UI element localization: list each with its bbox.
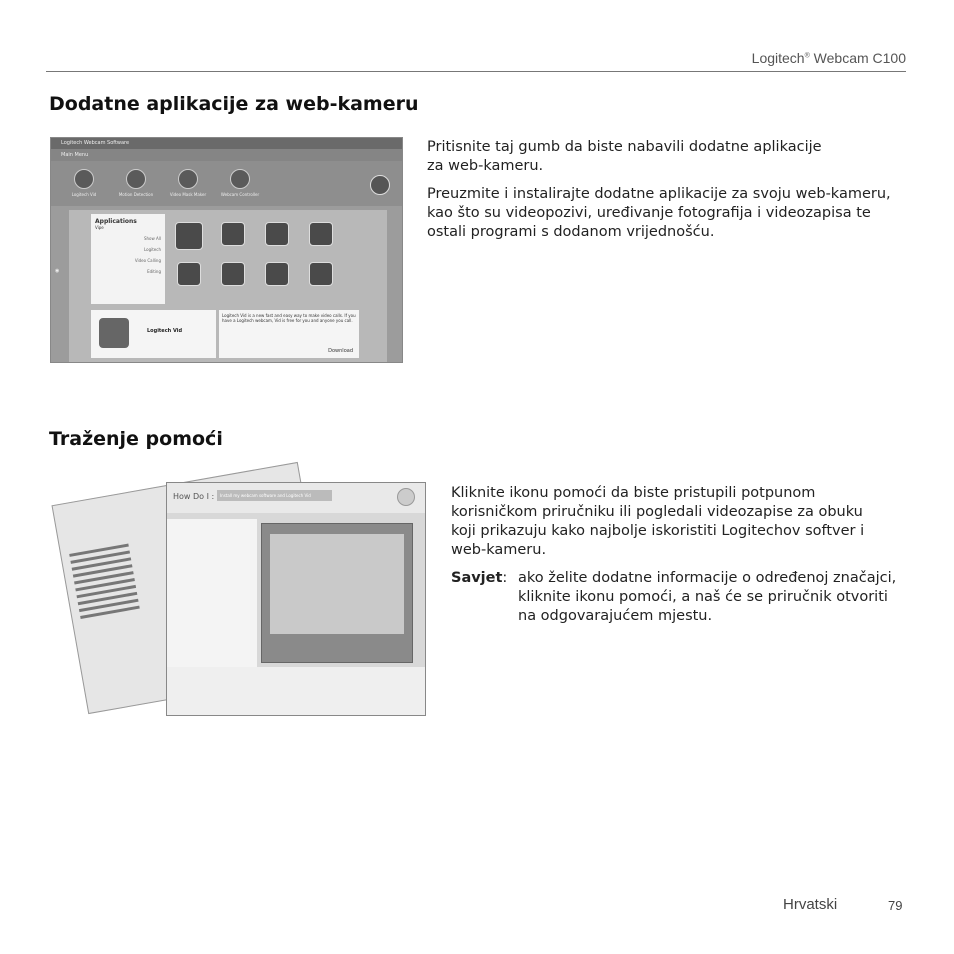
tool-item: Webcam Controller [215,169,265,197]
vid-icon [74,169,94,189]
section2-text [451,484,911,626]
tip-text: ako želite dodatne informacije o određenoj značajci, kliknite ikonu pomoći, a naš će se priručnik otvoriti na odgovarajućem mjestu. [518,570,897,624]
page-number: 79 [888,898,903,913]
controller-icon [230,169,250,189]
app-effects-icon [221,262,245,286]
tutorial-video [261,523,413,663]
help-screenshot [58,460,424,726]
app-description: Logitech Vid is a new fast and easy way to make video calls. If you have a Logitech webcam, Vid is free for you and anyone you call. Download [219,310,359,358]
mask-icon [178,169,198,189]
apps-panel [69,210,387,363]
tip-block [451,569,911,626]
app-photo-icon [221,222,245,246]
header-rule [46,71,906,72]
tool-item: Video Mask Maker [163,169,213,197]
brand-name: Logitech [751,50,805,66]
help-window [166,482,426,716]
apps-menu: Applications Vipe Show All Logitech Video Calling Editing [91,214,165,304]
main-menu-bar [51,149,402,161]
help-caption [167,667,425,715]
app-mask-icon [309,222,333,246]
app-video-icon [265,222,289,246]
help-para: Kliknite ikonu pomoći da biste pristupili potpunom korisničkom priručniku ili pogledali videozapise za obuku koji prikazuju kako najbolje iskoristiti Logitechov softver i web-kameru. [451,485,865,558]
main-menu-label: Main Menu [61,152,89,158]
help-header: How Do I : Install my webcam software and Logitech Vid [167,483,425,513]
app-card: Logitech Vid [91,310,216,358]
tip-label: Savjet: [451,570,508,586]
tool-item: Motion Detection [111,169,161,197]
vid-logo-icon [99,318,129,348]
motion-icon [126,169,146,189]
product-name: Webcam C100 [813,50,906,66]
help-icon [397,488,415,506]
minus-icon [370,175,390,195]
app-camera-icon [265,262,289,286]
app-vid-icon [175,222,203,250]
apps-para-2: Preuzmite i instalirajte dodatne aplikacije za svoju web-kameru, kao što su videopozivi, uređivanje fotografija i videozapisa te ostali programi s dodanom vrijednošću. [427,186,891,240]
section-title-apps: Dodatne aplikacije za web-kameru [49,93,419,115]
app-skype-icon [177,262,201,286]
section1-text [427,138,907,242]
apps-para-1: Pritisnite taj gumb da biste nabavili dodatne aplikacije za web-kameru. [427,139,822,174]
tool-item: Logitech Vid [59,169,109,197]
window-title: Logitech Webcam Software [51,138,402,149]
tools-row [51,161,402,206]
app-tools-icon [309,262,333,286]
footer-language: Hrvatski [783,896,838,913]
section-title-help: Traženje pomoći [49,428,223,450]
trademark-mark: ® [804,52,810,60]
logitech-logo-icon: ◉ [55,268,60,274]
header-product [752,50,906,66]
webcam-software-screenshot [50,137,403,363]
